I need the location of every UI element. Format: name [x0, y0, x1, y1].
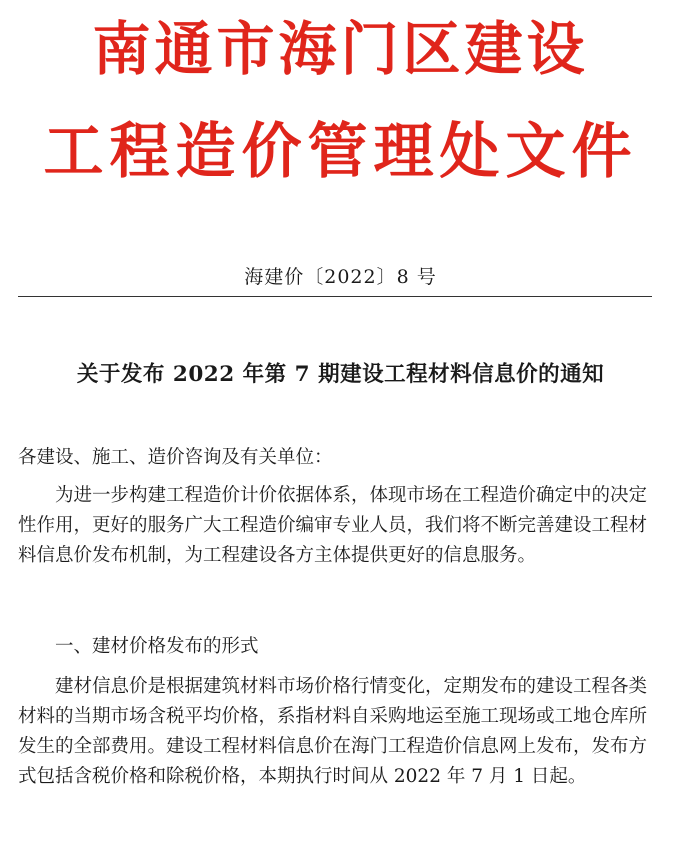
issuer-title-line-2: 工程造价管理处文件 [43, 117, 638, 187]
notice-title: 关于发布 2022 年第 7 期建设工程材料信息价的通知 [76, 362, 605, 387]
section-heading-1: 一、建材价格发布的形式 [55, 636, 259, 657]
header-divider-line [18, 296, 652, 297]
salutation: 各建设、施工、造价咨询及有关单位： [18, 447, 333, 468]
intro-paragraph: 为进一步构建工程造价计价依据体系，体现市场在工程造价确定中的决定性作用，更好的服务广大工程造价编审专业人员，我们将不断完善建设工程材料信息价发布机制，为工程建设各方主体提供更好的信息服务。 [18, 485, 648, 566]
section-body-1: 建材信息价是根据建筑材料市场价格行情变化，定期发布的建设工程各类材料的当期市场含税平均价格，系指材料自采购地运至施工现场或工地仓库所发生的全部费用。建设工程材料信息价在海门工程造价信息网上发布，发布方式包括含税价格和除税价格，本期执行时间从 2022 年 7 月 1 日起。 [18, 676, 648, 787]
document-number: 海建价〔2022〕8 号 [244, 266, 437, 288]
issuer-title-line-1: 南通市海门区建设 [92, 15, 589, 83]
